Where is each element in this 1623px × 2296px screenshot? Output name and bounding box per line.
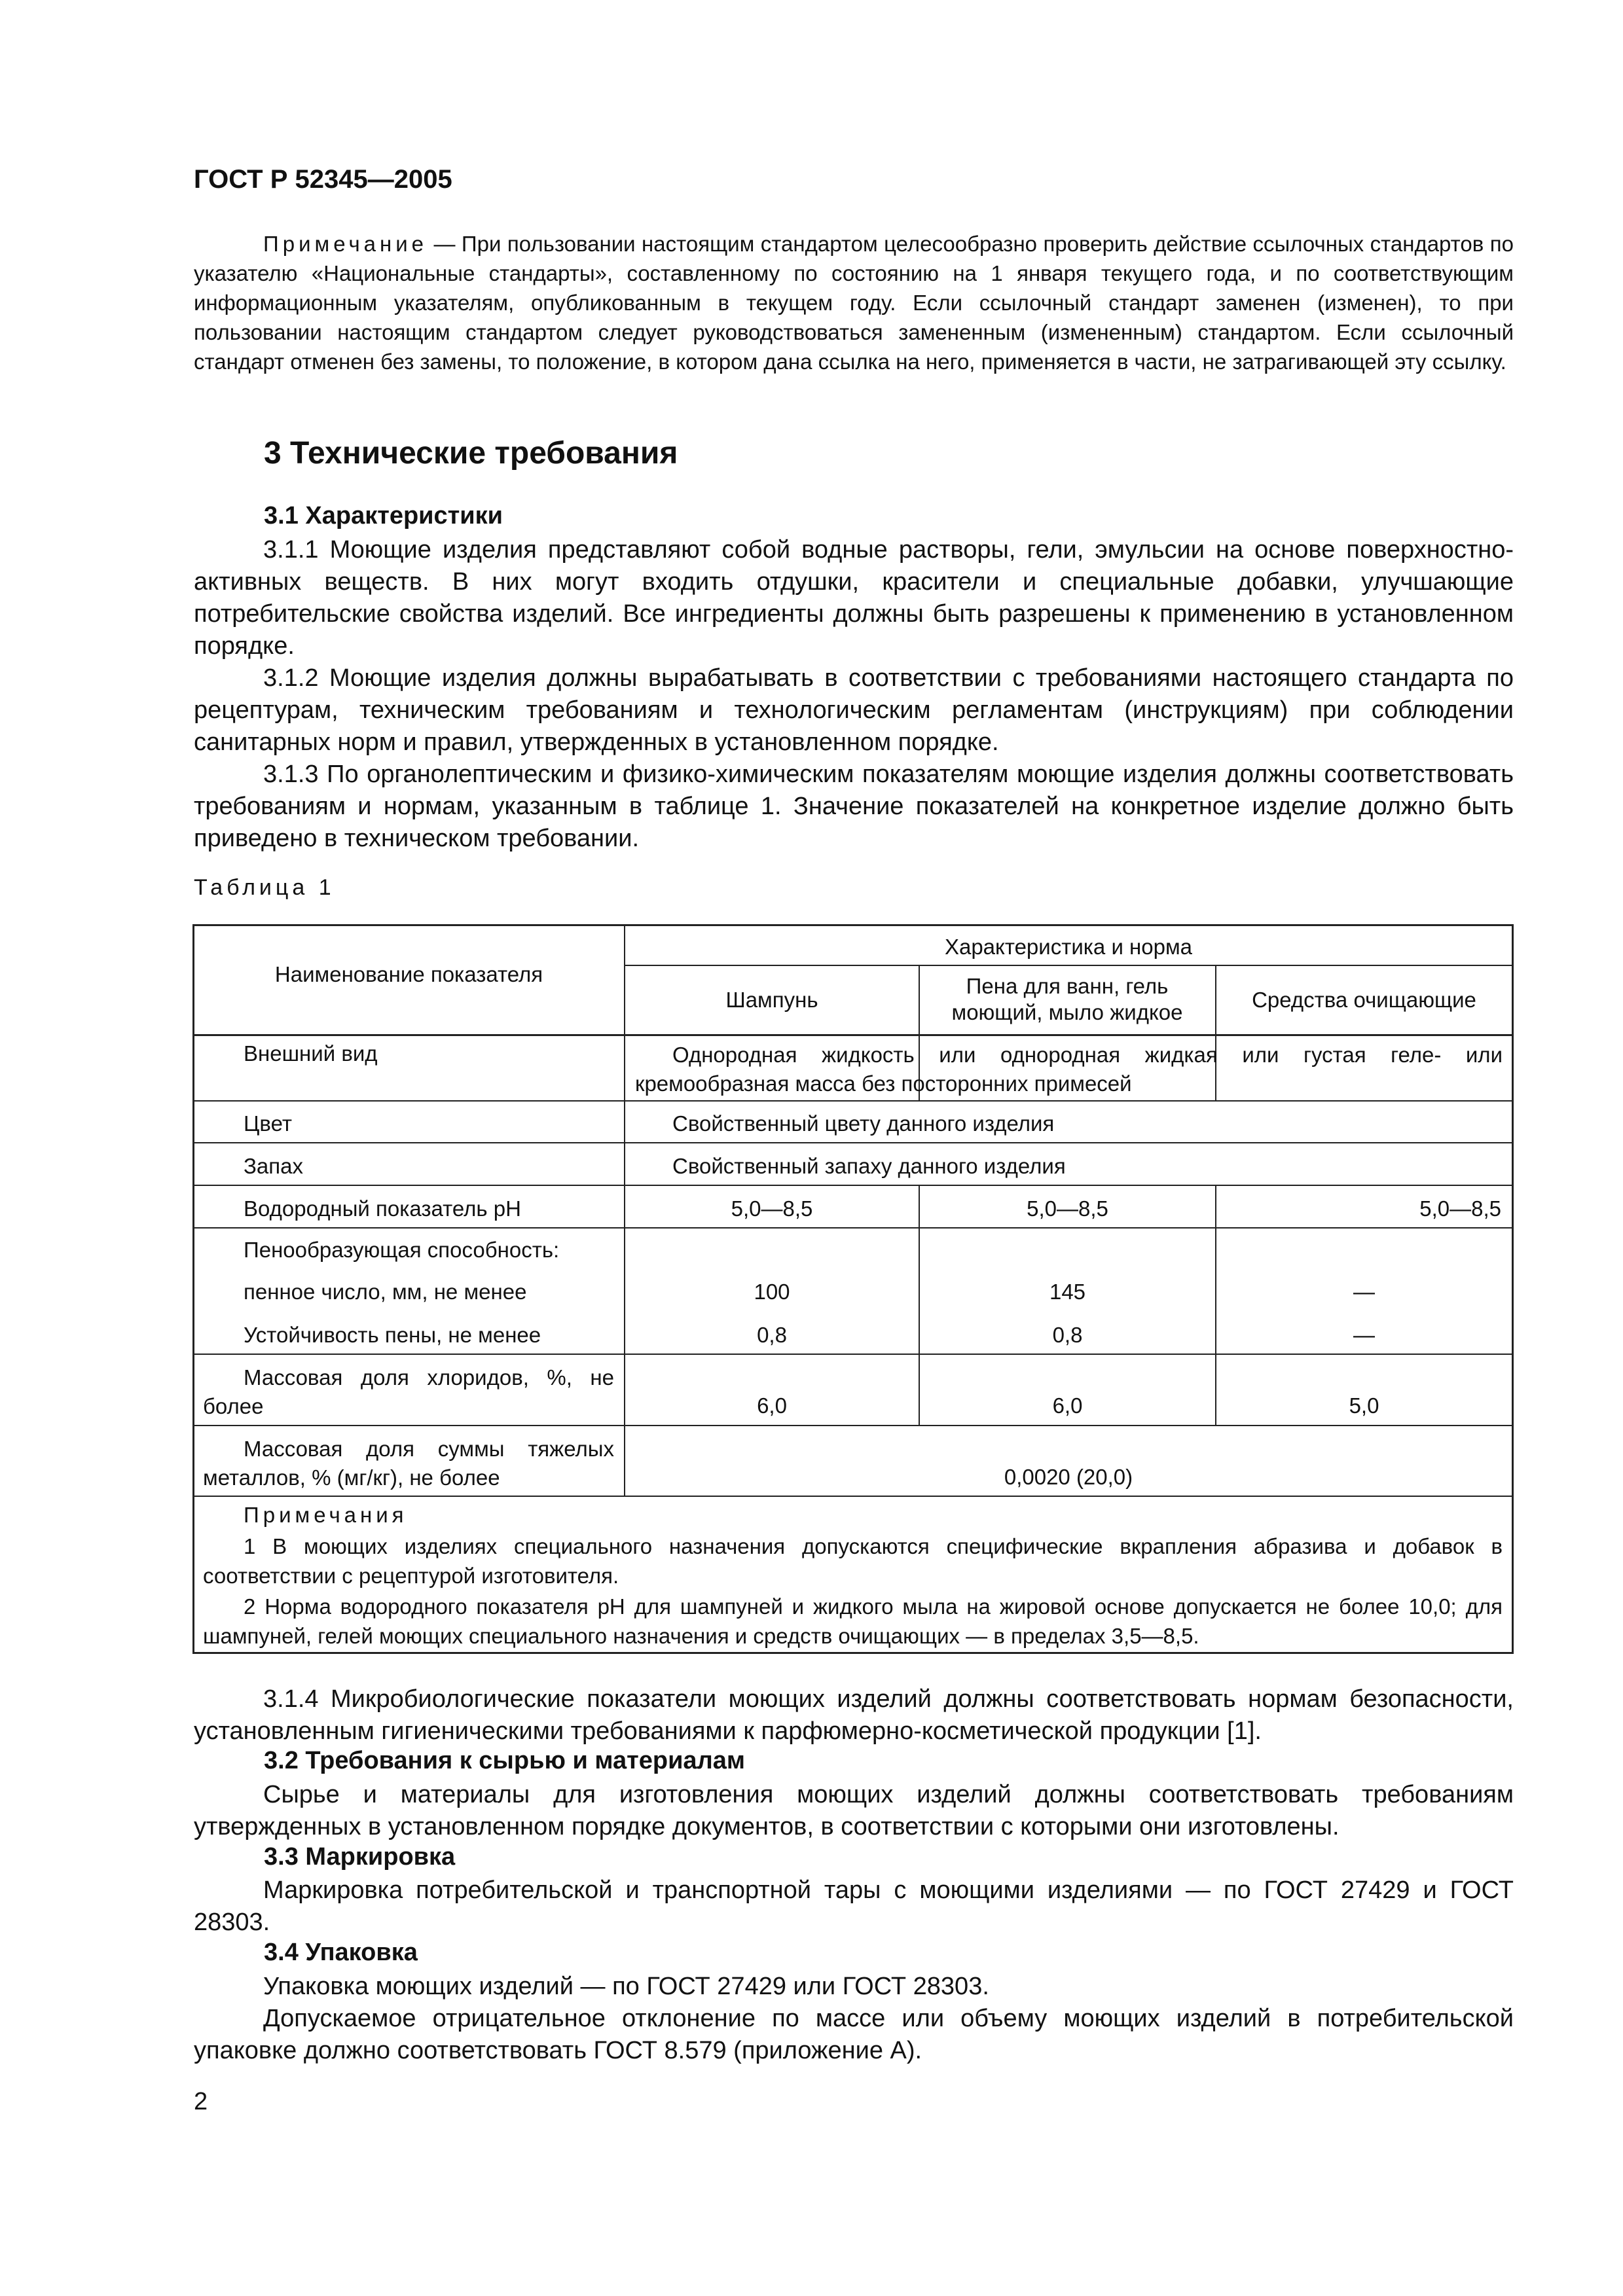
row-rule <box>192 1227 1514 1229</box>
row-heavy-metals-label: Массовая доля суммы тяжелых металлов, % (мг/кг), не более <box>203 1437 614 1490</box>
row-chlorides-cleaning: 5,0 <box>1349 1393 1379 1418</box>
section-title: 3 Технические требования <box>264 436 678 471</box>
subsection-3-3-title: 3.3 Маркировка <box>264 1843 456 1871</box>
page-number: 2 <box>194 2088 208 2115</box>
row-foam-stability-cleaning: — <box>1353 1323 1375 1347</box>
paragraph-3-1-1: 3.1.1 Моющие изделия представляют собой водные растворы, гели, эмульсии на основе поверхностно-активных веществ. В них могут входить отдушки, красители и специальные добавки, улучшающие потребительские свойства изделий. Все ингредиенты должны быть разрешены к применению в установленном порядке. <box>194 536 1514 660</box>
paragraph-3-2: Сырье и материалы для изготовления моющих изделий должны соответствовать требованиям утвержденных в установленном порядке документов, в соответствии с которыми они изготовлены. <box>194 1781 1514 1840</box>
row-appearance-value: Однородная жидкость или однородная жидкая или густая геле- или кремообразная масса без посторонних примесей <box>635 1043 1503 1096</box>
table-border-top <box>192 924 1514 926</box>
table-note-2: 2 Норма водородного показателя pH для шампуней и жидкого мыла на жировой основе допускается не более 10,0; для шампуней, гелей моющих специального назначения и средств очищающих — в пределах 3,5—8,5. <box>203 1594 1503 1648</box>
subsection-3-4-title: 3.4 Упаковка <box>264 1939 418 1966</box>
document-header: ГОСТ Р 52345—2005 <box>194 165 452 194</box>
row-odor-value: Свойственный запаху данного изделия <box>672 1154 1066 1178</box>
row-ph-shampoo: 5,0—8,5 <box>731 1196 813 1221</box>
paragraph-3-1-4: 3.1.4 Микробиологические показатели моющих изделий должны соответствовать нормам безопасности, установленным гигиеническими требованиями к парфюмерно-косметической продукции [1]. <box>194 1685 1514 1745</box>
row-heavy-metals-value: 0,0020 (20,0) <box>1004 1465 1133 1489</box>
paragraph-3-1-2: 3.1.2 Моющие изделия должны вырабатывать в соответствии с требованиями настоящего стандарта по рецептурам, техническим требованиям и технологическим регламентам (инструкциям) при соблюдении санитарных норм и правил, утвержденных в установленном порядке. <box>194 664 1514 756</box>
row-color-value: Свойственный цвету данного изделия <box>672 1111 1055 1136</box>
row-rule <box>192 1185 1514 1186</box>
header-rule <box>625 965 1514 966</box>
table-border-bottom <box>192 1652 1514 1654</box>
paragraph-3-4-b: Допускаемое отрицательное отклонение по массе или объему моющих изделий в потребительской упаковке должно соответствовать ГОСТ 8.579 (приложение А). <box>194 2005 1514 2064</box>
row-appearance-label: Внешний вид <box>244 1041 378 1066</box>
note-text: — При пользовании настоящим стандартом целесообразно проверить действие ссылочных стандартов по указателю «Национальные стандарты», составленному по состоянию на 1 января текущего года, и по соответствующим информационным указателям, опубликованным в текущем году. Если ссылочный стандарт заменен (изменен), то при пользовании настоящим стандартом следует руководствоваться замененным (измененным) стандартом. Если ссылочный стандарт отменен без замены, то положение, в котором дана ссылка на него, применяется в части, не затрагивающей эту ссылку. <box>194 232 1514 374</box>
row-rule <box>192 1425 1514 1426</box>
header-characteristic-group: Характеристика и норма <box>944 935 1193 959</box>
paragraph-3-1-3: 3.1.3 По органолептическим и физико-химическим показателям моющие изделия должны соответствовать требованиям и нормам, указанным в таблице 1. Значение показателей на конкретное изделие должно быть приведено в техническом требовании. <box>194 761 1514 852</box>
row-foam-number-cleaning: — <box>1353 1280 1375 1304</box>
row-foaming-label: Пенообразующая способность: <box>244 1238 560 1262</box>
row-rule <box>192 1142 1514 1143</box>
row-rule <box>192 1496 1514 1497</box>
row-chlorides-shampoo: 6,0 <box>757 1393 787 1418</box>
row-foam-stability-label: Устойчивость пены, не менее <box>244 1323 541 1347</box>
row-chlorides-label: Массовая доля хлоридов, %, не более <box>203 1365 614 1418</box>
row-foam-stability-shampoo: 0,8 <box>757 1323 787 1347</box>
reference-note <box>194 229 1514 376</box>
table-note-1: 1 В моющих изделиях специального назначения допускаются специфические вкрапления абразива и добавок в соответствии с рецептурой изготовителя. <box>203 1534 1503 1588</box>
row-odor-label: Запах <box>244 1154 304 1178</box>
row-ph-cleaning: 5,0—8,5 <box>1419 1196 1501 1221</box>
paragraph-3-4-a: Упаковка моющих изделий — по ГОСТ 27429 или ГОСТ 28303. <box>263 1973 989 2000</box>
subsection-3-1-title: 3.1 Характеристики <box>264 502 503 529</box>
note-label: Примечание <box>263 232 428 256</box>
row-foam-number-bath-foam: 145 <box>1049 1280 1086 1304</box>
paragraph-3-3: Маркировка потребительской и транспортной тары с моющими изделиями — по ГОСТ 27429 и ГОСТ 28303. <box>194 1876 1514 1936</box>
row-rule <box>192 1354 1514 1355</box>
row-chlorides-bath-foam: 6,0 <box>1052 1393 1083 1418</box>
table-label: Таблица 1 <box>194 875 335 900</box>
row-color-label: Цвет <box>244 1111 292 1136</box>
header-indicator-name: Наименование показателя <box>274 962 543 986</box>
header-bath-foam: Пена для ванн, гель моющий, мыло жидкое <box>951 974 1183 1024</box>
header-cleaning-agents: Средства очищающие <box>1252 988 1476 1012</box>
row-ph-bath-foam: 5,0—8,5 <box>1027 1196 1108 1221</box>
header-shampoo: Шампунь <box>725 988 818 1012</box>
row-foam-stability-bath-foam: 0,8 <box>1052 1323 1083 1347</box>
table-notes-label: Примечания <box>244 1503 408 1527</box>
row-ph-label: Водородный показатель pH <box>244 1196 521 1221</box>
header-bottom-rule <box>192 1034 1514 1036</box>
row-foam-number-label: пенное число, мм, не менее <box>244 1280 527 1304</box>
subsection-3-2-title: 3.2 Требования к сырью и материалам <box>264 1747 745 1774</box>
row-foam-number-shampoo: 100 <box>754 1280 790 1304</box>
row-rule <box>192 1100 1514 1102</box>
